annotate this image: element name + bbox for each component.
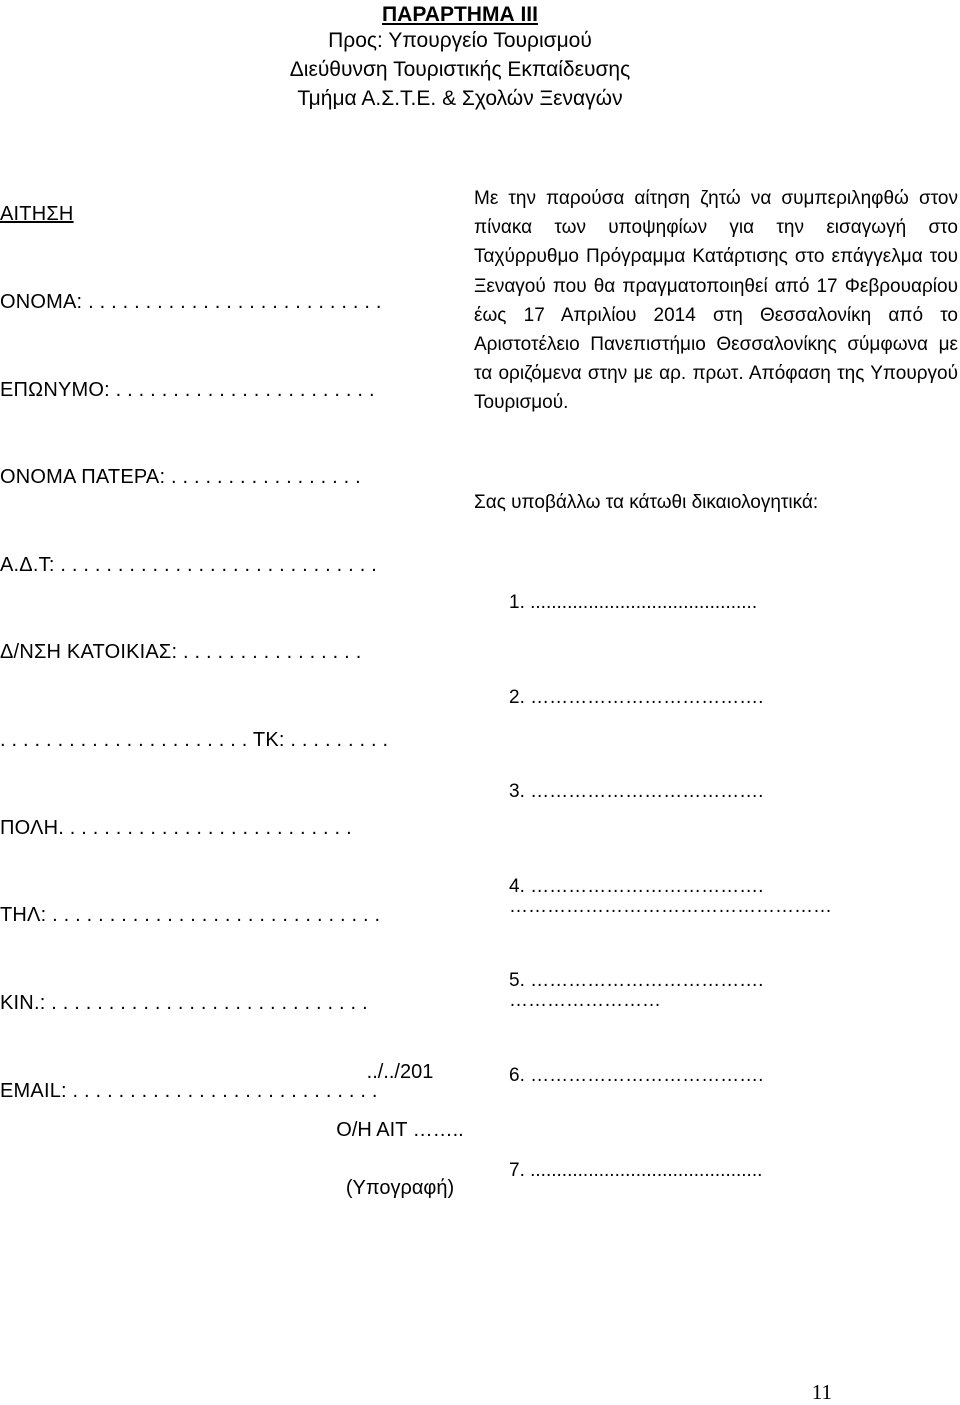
application-label: ΑΙΤΗΣΗ <box>0 203 74 226</box>
applicant-fields <box>0 142 388 1164</box>
field-email: EMAIL: . . . . . . . . . . . . . . . . . . . . . . . . . . . <box>0 1079 378 1102</box>
blank-line: …………………………………………… <box>509 896 832 917</box>
annex-title: ΠΑΡΑΡΤΗΜΑ ΙΙΙ <box>382 3 538 26</box>
page-number: 11 <box>811 1380 832 1404</box>
list-item: 7. ............................................ <box>509 1159 763 1181</box>
signature-note: (Υπογραφή) <box>345 1177 455 1199</box>
list-item: 4. ………………………………. <box>509 875 764 897</box>
field-phone: ΤΗΛ: . . . . . . . . . . . . . . . . . . . . . . . . . . . . . <box>0 904 381 927</box>
field-first-name: ΟΝΟΜΑ: . . . . . . . . . . . . . . . . . . . . . . . . . . <box>0 291 382 314</box>
documents-intro: Σας υποβάλλω τα κάτωθι δικαιολογητικά: <box>474 492 819 513</box>
recipient-line: Προς: Υπουργείο Τουρισμού <box>328 29 592 52</box>
date-line: ../../201 <box>366 1061 434 1083</box>
field-last-name: ΕΠΩΝΥΜΟ: . . . . . . . . . . . . . . . . . . . . . . . <box>0 378 375 401</box>
section-line: Τμήμα Α.Σ.Τ.Ε. & Σχολών Ξεναγών <box>297 87 623 110</box>
list-item: 3. ………………………………. <box>509 781 764 803</box>
list-item: 6. ………………………………. <box>509 1064 764 1086</box>
list-item: 5. ………………………………. <box>509 970 764 992</box>
documents-extra-lines <box>509 834 832 1080</box>
request-paragraph: Με την παρούσα αίτηση ζητώ να συμπεριληφθώ στον πίνακα των υποψηφίων για την εισαγωγή στο Ταχύρρυθμο Πρόγραμμα Κατάρτισης στο επάγγελμα του Ξεναγού που θα πραγματοποιηθεί από 17 Φεβρουαρίου έως 17 Απριλίου 2014 στη Θεσσαλονίκη από το Αριστοτέλειο Πανεπιστήμιο Θεσσαλονίκης σύμφωνα με τα οριζόμενα στην με αρ. πρωτ. Απόφαση της Υπουργού Τουρισμού. <box>474 188 958 414</box>
blank-line: …………………… <box>509 990 661 1011</box>
field-address: Δ/ΝΣΗ ΚΑΤΟΙΚΙΑΣ: . . . . . . . . . . . . . . . . <box>0 641 362 664</box>
field-mobile: ΚΙΝ.: . . . . . . . . . . . . . . . . . . . . . . . . . . . . <box>0 991 368 1014</box>
field-city: ΠΟΛΗ. . . . . . . . . . . . . . . . . . . . . . . . . . <box>0 816 352 839</box>
field-postal-code: . . . . . . . . . . . . . . . . . . . . . . ΤΚ: . . . . . . . . . <box>0 729 389 752</box>
list-item: 1. ........................................... <box>509 592 758 613</box>
field-father-name: ΟΝΟΜΑ ΠΑΤΕΡΑ: . . . . . . . . . . . . . . . . . <box>0 466 361 489</box>
field-id-number: Α.Δ.Τ: . . . . . . . . . . . . . . . . . . . . . . . . . . . . <box>0 553 377 576</box>
list-item: 2. ………………………………. <box>509 686 764 708</box>
department-line: Διεύθυνση Τουριστικής Εκπαίδευσης <box>289 58 631 81</box>
applicant-sign-label: Ο/Η ΑΙΤ …….. <box>336 1119 464 1141</box>
